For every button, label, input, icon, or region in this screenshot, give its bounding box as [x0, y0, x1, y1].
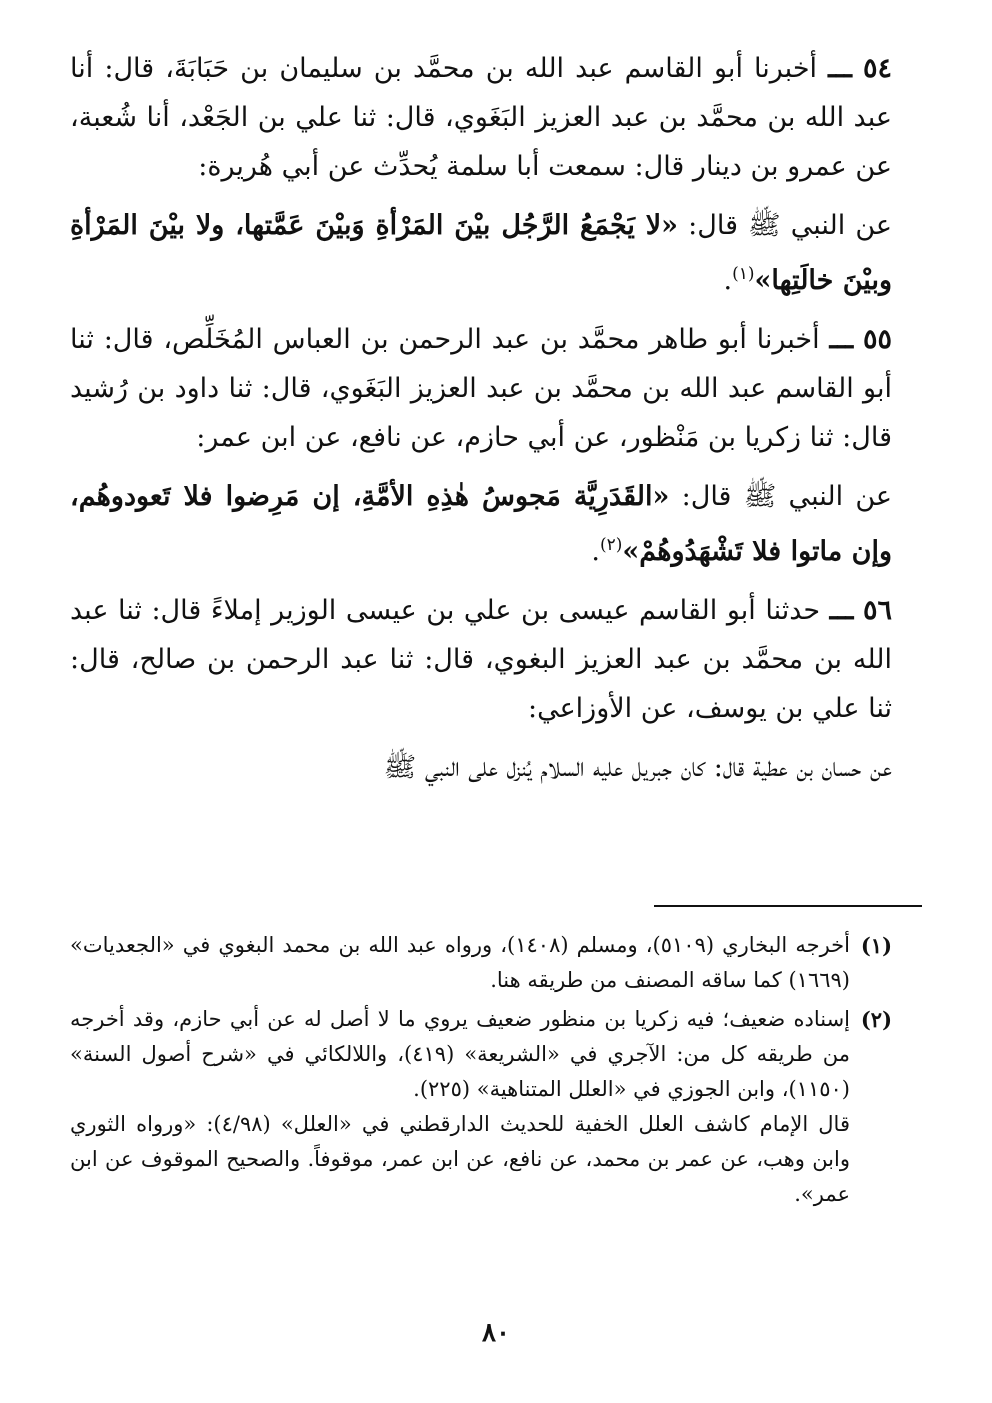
- footnote-text: أخرجه البخاري (٥١٠٩)، ومسلم (١٤٠٨)، ورواه عبد الله بن محمد البغوي في «الجعديات» (١٦٦٩) كما ساقه المصنف من طريقه هنا.: [70, 933, 850, 992]
- footnote-2: [70, 1002, 892, 1212]
- footnote-1: [70, 928, 892, 998]
- footnote-mark: (١): [860, 933, 892, 958]
- hadith-number: ٥٥: [862, 324, 892, 355]
- isnad-text: أخبرنا أبو طاهر محمَّد بن عبد الرحمن بن العباس المُخَلِّص، قال: ثنا أبو القاسم عبد الله بن محمَّد بن عبد العزيز البَغَوي، قال: ثنا داود بن رُشيد قال: ثنا زكريا بن مَنْظور، عن أبي حازم، عن نافع، عن ابن عمر:: [70, 324, 892, 453]
- matn-tail: .: [723, 265, 733, 296]
- hadith-number: ٥٤: [862, 53, 892, 84]
- hadith-dash: ـــ: [829, 324, 854, 355]
- hadith-dash: ـــ: [828, 53, 852, 84]
- hadith-number: ٥٦: [862, 595, 892, 626]
- hadith-54-isnad: [70, 44, 892, 191]
- footnote-ref: (٢): [600, 535, 623, 555]
- footnote-separator: [654, 905, 922, 907]
- hadith-56-matn: [70, 743, 892, 792]
- matn-lead: عن النبي ﷺ قال:: [681, 481, 892, 512]
- main-text: [70, 44, 892, 802]
- matn-tail: .: [591, 536, 600, 567]
- isnad-text: حدثنا أبو القاسم عيسى بن علي بن عيسى الوزير إملاءً قال: ثنا عبد الله بن محمَّد بن عبد العزيز البغوي، قال: ثنا عبد الرحمن بن صالح، قال: ثنا علي بن يوسف، عن الأوزاعي:: [70, 595, 892, 724]
- page-number: ٨٠: [482, 1318, 510, 1348]
- matn-quote: «القَدَرِيَّة مَجوسُ هٰذِهِ الأمَّةِ، إن مَرِضوا فلا تَعودوهُم، وإن ماتوا فلا تَشْهَدُوهُمْ»: [70, 481, 892, 567]
- footnote-mark: (٢): [860, 1007, 892, 1032]
- footnote-ref: (١): [732, 264, 755, 284]
- matn-quote: «لا يَجْمَعُ الرَّجُل بيْنَ المَرْأةِ وَبيْنَ عَمَّتها، ولا بيْنَ المَرْأةِ وبيْنَ خالَتِها»: [70, 210, 892, 296]
- hadith-55-matn: [70, 472, 892, 576]
- hadith-56-isnad: [70, 586, 892, 733]
- matn-lead: عن حسان بن عطية قال: كان جبريل عليه السلام يُنزل على النبي ﷺ: [383, 752, 892, 783]
- hadith-55-isnad: [70, 315, 892, 462]
- footnote-continuation: قال الإمام كاشف العلل الخفية للحديث الدارقطني في «العلل» (٤/٩٨): «ورواه الثوري وابن وهب، عن عمر بن محمد، عن نافع، عن ابن عمر، موقوفاً. والصحيح الموقوف عن ابن عمر».: [70, 1112, 850, 1206]
- hadith-dash: ـــ: [829, 595, 854, 626]
- hadith-54-matn: [70, 201, 892, 305]
- matn-lead: عن النبي ﷺ قال:: [688, 210, 892, 241]
- footnote-text: إسناده ضعيف؛ فيه زكريا بن منظور ضعيف يروي ما لا أصل له عن أبي حازم، وقد أخرجه من طريقه كل من: الآجري في «الشريعة» (٤١٩)، واللالكائي في «شرح أصول السنة» (١١٥٠)، وابن الجوزي في «العلل المتناهية» (٢٢٥).: [70, 1007, 850, 1101]
- footnotes: [70, 928, 892, 1216]
- isnad-text: أخبرنا أبو القاسم عبد الله بن محمَّد بن سليمان بن حَبَابَةَ، قال: أنا عبد الله بن محمَّد بن عبد العزيز البَغَوي، قال: ثنا علي بن الجَعْد، أنا شُعبة، عن عمرو بن دينار قال: سمعت أبا سلمة يُحدِّث عن أبي هُريرة:: [70, 53, 892, 182]
